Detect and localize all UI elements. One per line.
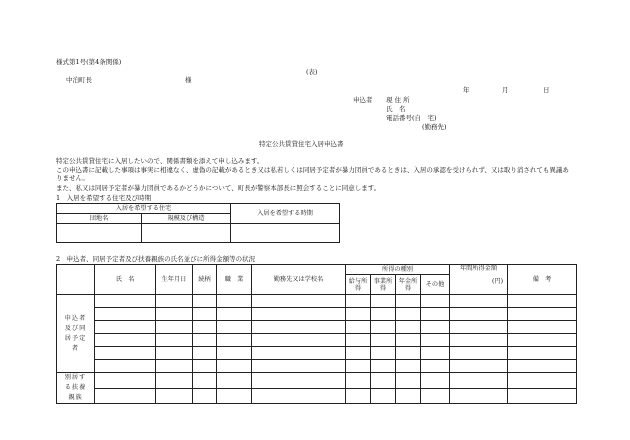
section2-title: 2 申込者、同居予定者及び扶養親族の氏名並びに所得金額等の状況 — [56, 255, 256, 263]
table-cell[interactable] — [95, 373, 156, 389]
table-cell[interactable] — [346, 388, 371, 404]
table-cell[interactable] — [421, 308, 450, 321]
section2-table — [56, 264, 577, 404]
table-row — [57, 347, 577, 360]
table-cell[interactable] — [252, 308, 346, 321]
section1-table — [56, 203, 340, 243]
table-cell[interactable] — [396, 295, 421, 308]
name-label: 氏 名 — [386, 105, 406, 113]
table-cell[interactable] — [346, 308, 371, 321]
col-relation: 続柄 — [193, 265, 217, 295]
group-separate-label: 別居する扶養親族 — [57, 373, 95, 404]
body-paragraph-3: また、私又は同居予定者が暴力団員であるかどうかについて、町長が警察本部長に照会することに同意します。 — [56, 184, 381, 192]
table-cell[interactable] — [95, 308, 156, 321]
table-cell[interactable] — [217, 373, 252, 389]
yen-label: (円) — [491, 278, 503, 285]
table-cell[interactable] — [371, 308, 396, 321]
table-cell[interactable] — [371, 321, 396, 334]
table-cell[interactable] — [193, 373, 217, 389]
table-cell[interactable] — [508, 388, 577, 404]
table-cell[interactable] — [156, 295, 193, 308]
table-cell[interactable] — [156, 334, 193, 347]
section1-col-scale: 規模及び構造 — [142, 214, 231, 224]
table-cell[interactable] — [156, 321, 193, 334]
table-row — [57, 373, 577, 389]
table-cell[interactable] — [421, 347, 450, 360]
col-salary: 給与所得 — [346, 275, 371, 295]
col-job: 職 業 — [217, 265, 252, 295]
section1-col-complex: 団地名 — [57, 214, 142, 224]
table-row — [57, 321, 577, 334]
table-cell[interactable] — [252, 321, 346, 334]
table-cell[interactable] — [371, 334, 396, 347]
side-label: (表) — [306, 68, 318, 76]
table-cell[interactable] — [217, 347, 252, 360]
date-month: 月 — [502, 86, 509, 94]
honorific: 様 — [185, 76, 192, 84]
table-cell[interactable] — [421, 321, 450, 334]
table-cell[interactable] — [346, 373, 371, 389]
table-cell[interactable] — [371, 360, 396, 373]
table-cell[interactable] — [371, 295, 396, 308]
table-cell[interactable] — [252, 334, 346, 347]
table-cell[interactable] — [156, 360, 193, 373]
table-cell[interactable] — [450, 308, 508, 321]
section2-corner — [57, 265, 95, 295]
section1-complex-cell[interactable] — [57, 224, 142, 243]
table-cell[interactable] — [421, 388, 450, 404]
col-income-type: 所得の種別 — [346, 265, 450, 275]
separate-rows — [57, 373, 577, 404]
table-cell[interactable] — [217, 360, 252, 373]
table-cell[interactable] — [346, 321, 371, 334]
table-cell[interactable] — [421, 360, 450, 373]
table-cell[interactable] — [396, 321, 421, 334]
section1-scale-cell[interactable] — [142, 224, 231, 243]
table-cell[interactable] — [346, 295, 371, 308]
section1-row — [57, 224, 340, 243]
table-cell[interactable] — [396, 308, 421, 321]
col-business: 事業所得 — [371, 275, 396, 295]
table-cell[interactable] — [217, 321, 252, 334]
table-cell[interactable] — [193, 295, 217, 308]
table-cell[interactable] — [508, 347, 577, 360]
table-row — [57, 295, 577, 308]
table-cell[interactable] — [193, 321, 217, 334]
table-cell[interactable] — [396, 373, 421, 389]
table-cell[interactable] — [508, 373, 577, 389]
table-cell[interactable] — [508, 308, 577, 321]
table-cell[interactable] — [346, 360, 371, 373]
table-cell[interactable] — [252, 360, 346, 373]
table-row — [57, 334, 577, 347]
table-cell[interactable] — [252, 388, 346, 404]
table-cell[interactable] — [252, 295, 346, 308]
section1-col-period: 入居を希望する時期 — [231, 204, 340, 224]
table-row — [57, 360, 577, 373]
table-row — [57, 308, 577, 321]
table-cell[interactable] — [252, 347, 346, 360]
col-pension: 年金所得 — [396, 275, 421, 295]
date-day: 日 — [543, 86, 550, 94]
col-other: その他 — [421, 275, 450, 295]
col-remarks: 備 考 — [508, 265, 577, 295]
table-cell[interactable] — [371, 373, 396, 389]
document-title: 特定公共賃貸住宅入居申込書 — [259, 140, 344, 148]
table-cell[interactable] — [156, 308, 193, 321]
table-cell[interactable] — [346, 347, 371, 360]
table-cell[interactable] — [450, 334, 508, 347]
col-birth: 生年月日 — [156, 265, 193, 295]
addressee: 中泊町長 — [66, 76, 92, 84]
col-name: 氏 名 — [95, 265, 156, 295]
body-paragraph-1: 特定公共賃貸住宅に入居したいので、関係書類を添えて申し込みます。 — [56, 157, 264, 165]
form-number: 様式第1号(第4条関係) — [56, 58, 122, 66]
table-cell[interactable] — [95, 360, 156, 373]
table-cell[interactable] — [95, 321, 156, 334]
table-cell[interactable] — [193, 347, 217, 360]
phone-label: 電話番号(自 宅) — [386, 114, 437, 122]
table-cell[interactable] — [396, 347, 421, 360]
table-cell[interactable] — [371, 388, 396, 404]
table-cell[interactable] — [217, 388, 252, 404]
table-cell[interactable] — [450, 373, 508, 389]
table-cell[interactable] — [396, 360, 421, 373]
table-cell[interactable] — [450, 295, 508, 308]
table-cell[interactable] — [156, 373, 193, 389]
section1-header-group: 入居を希望する住宅 — [57, 204, 231, 214]
table-cell[interactable] — [156, 347, 193, 360]
table-cell[interactable] — [95, 334, 156, 347]
table-cell[interactable] — [396, 388, 421, 404]
table-cell[interactable] — [421, 334, 450, 347]
table-cell[interactable] — [421, 295, 450, 308]
table-cell[interactable] — [450, 321, 508, 334]
table-cell[interactable] — [95, 347, 156, 360]
table-row — [57, 388, 577, 404]
table-cell[interactable] — [217, 308, 252, 321]
applicant-title: 申込者 — [353, 96, 373, 104]
col-annual-income — [450, 265, 508, 295]
section1-period-cell[interactable] — [231, 224, 340, 243]
table-cell[interactable] — [193, 334, 217, 347]
table-cell[interactable] — [95, 295, 156, 308]
table-cell[interactable] — [450, 388, 508, 404]
applicant-rows — [57, 295, 577, 373]
address-label: 現 住 所 — [386, 96, 410, 104]
table-cell[interactable] — [508, 334, 577, 347]
table-cell[interactable] — [421, 373, 450, 389]
table-cell[interactable] — [193, 388, 217, 404]
table-cell[interactable] — [217, 334, 252, 347]
annual-income-label: 年間所得金額 — [459, 265, 498, 272]
table-cell[interactable] — [450, 347, 508, 360]
table-cell[interactable] — [396, 334, 421, 347]
table-cell[interactable] — [193, 308, 217, 321]
body-paragraph-2: この申込書に記載した事項は事実に相違なく、虚偽の記載があるとき又は私若しくは同居予定者が暴力団員であるときは、入居の承認を受けられず、又は取り消されても異議ありません。 — [56, 166, 569, 182]
table-cell[interactable] — [508, 321, 577, 334]
table-cell[interactable] — [95, 388, 156, 404]
table-cell[interactable] — [508, 360, 577, 373]
table-cell[interactable] — [450, 360, 508, 373]
group-applicant-label: 申込者及び同居予定者 — [57, 295, 95, 373]
work-label: (勤務先) — [422, 123, 447, 131]
table-cell[interactable] — [508, 295, 577, 308]
col-workplace: 勤務先又は学校名 — [252, 265, 346, 295]
table-cell[interactable] — [346, 334, 371, 347]
table-cell[interactable] — [193, 360, 217, 373]
table-cell[interactable] — [371, 347, 396, 360]
table-cell[interactable] — [156, 388, 193, 404]
table-cell[interactable] — [217, 295, 252, 308]
table-cell[interactable] — [252, 373, 346, 389]
date-year: 年 — [463, 86, 470, 94]
section1-title: 1 入居を希望する住宅及び時期 — [56, 194, 152, 202]
